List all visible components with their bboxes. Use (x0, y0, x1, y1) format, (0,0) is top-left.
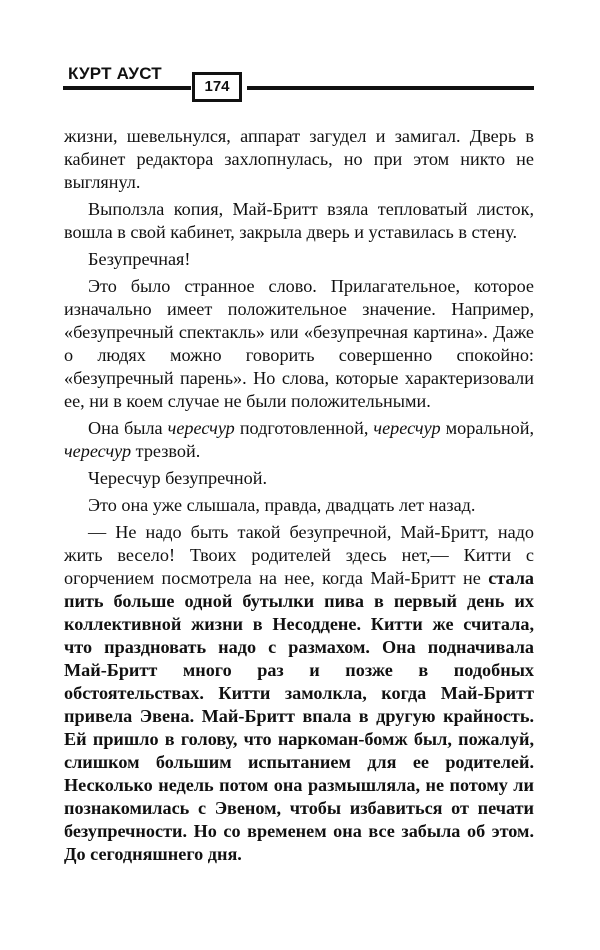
paragraph-5-emphasis-1: чересчур (167, 418, 235, 438)
paragraph-5-emphasis-2: чересчур (373, 418, 441, 438)
paragraph-7: Это она уже слышала, правда, двадцать лет назад. (88, 495, 476, 515)
paragraph-5-text-4: трезвой. (131, 441, 201, 461)
running-header (0, 0, 600, 110)
page-number: 174 (192, 72, 242, 102)
paragraph-5-emphasis-3: чересчур (64, 441, 132, 461)
header-rule-left (63, 86, 191, 90)
paragraph-4: Это было странное слово. Прилагательное, которое изначально имеет положительное значение. Например, «безупречный спектакль» или «безупречная картина». Даже о людях можно говорить совершенно спокойно: «безупречный парень». Но слова, которые характеризовали ее, ни в коем случае не были положительными. (64, 276, 534, 411)
paragraph-5-text-1: Она была (88, 418, 168, 438)
paragraph-5-text-2: подготовленной, (234, 418, 374, 438)
paragraph-8 (64, 521, 534, 866)
paragraph-8-dialogue: — Не надо быть такой безупречной, Май-Бритт, надо жить весело! Твоих родителей здесь нет,— Китти с огорчением посмотрела на нее, когда Май-Бритт не (64, 522, 534, 588)
paragraph-5-text-3: моральной, (440, 418, 534, 438)
paragraph-8-continuation: стала пить больше одной бутылки пива в первый день их коллективной жизни в Несоддене. Китти же считала, что праздновать надо с размахом. Она подначивала Май-Бритт много раз и позже в подобных обстоятельствах. Китти замолкла, когда Май-Бритт привела Эвена. Май-Бритт впала в другую крайность. Ей пришло в голову, что наркоман-бомж был, пожалуй, слишком большим испытанием для ее родителей. Несколько недель потом она размышляла, не потому ли познакомилась с Эвеном, чтобы избавиться от печати безупречности. Но со временем она все забыла об этом. До сегодняшнего дня. (64, 568, 534, 864)
header-rule-right (247, 86, 534, 90)
paragraph-2: Выползла копия, Май-Бритт взяла тепловатый листок, вошла в свой кабинет, закрыла дверь и уставилась в стену. (64, 199, 534, 242)
body-text (64, 125, 534, 870)
paragraph-3: Безупречная! (88, 249, 191, 269)
running-head-author: КУРТ АУСТ (68, 64, 162, 83)
paragraph-5 (64, 417, 534, 463)
paragraph-1: жизни, шевельнулся, аппарат загудел и замигал. Дверь в кабинет редактора захлопнулась, но при этом никто не выглянул. (64, 126, 534, 192)
paragraph-6: Чересчур безупречной. (88, 468, 268, 488)
